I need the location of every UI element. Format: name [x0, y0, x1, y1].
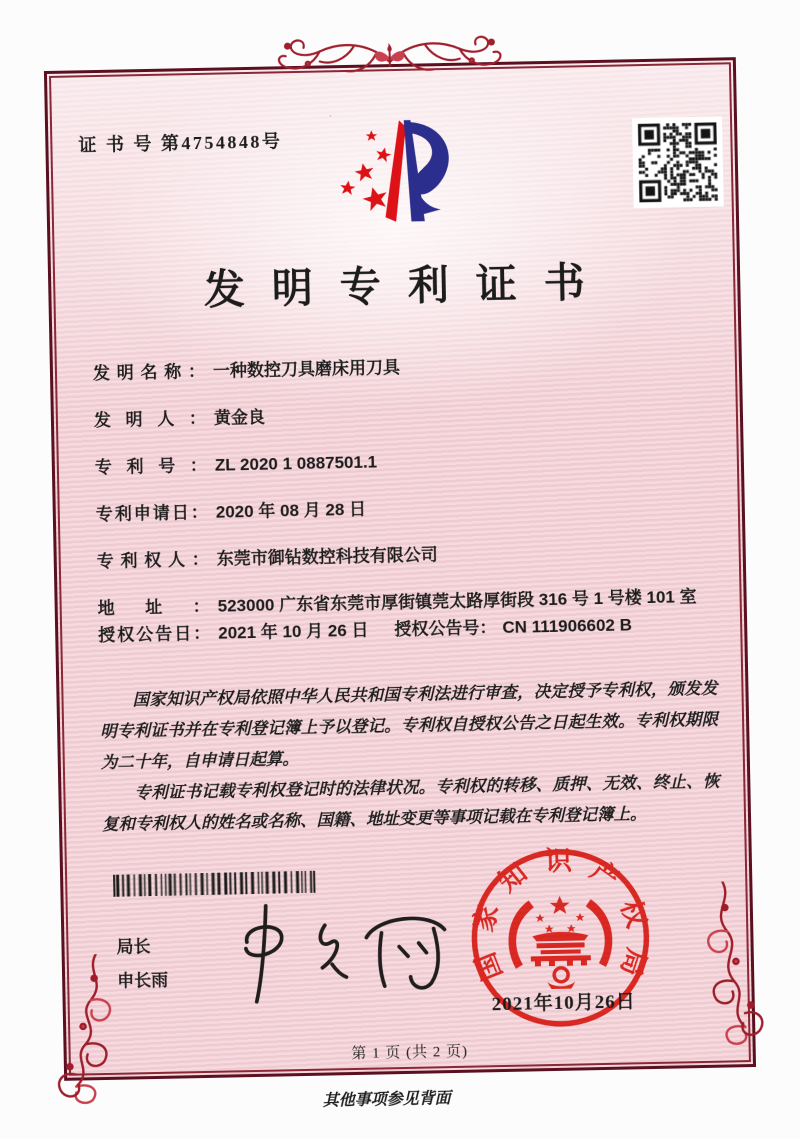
field-patentee: [97, 539, 713, 573]
legal-paragraph-1: 国家知识产权局依照中华人民共和国专利法进行审查，决定授予专利权，颁发发明专利证书并在专利登记簿上予以登记。专利权自授权公告之日起生效。专利权期限为二十年，自申请日起算。: [99, 678, 719, 773]
field-inventor: [94, 398, 710, 432]
bottom-left-ornament-icon: [24, 954, 127, 1106]
page-number: 第 1 页 (共 2 页): [351, 1043, 469, 1063]
field-label: 发明人：: [93, 408, 207, 431]
qr-code: [632, 116, 724, 208]
field-value: 523000 广东省东莞市厚街镇莞太路厚街段 316 号 1 号楼 101 室: [217, 587, 697, 616]
field-value: ZL 2020 1 0887501.1: [214, 452, 378, 475]
bottom-right-ornament-icon: [694, 880, 797, 1047]
shen-changyu-signature: [216, 896, 468, 1011]
field-label: 发明名称：: [92, 361, 206, 384]
field-patent-number: [95, 445, 711, 479]
certificate-number: 证 书 号 第4754848号: [78, 131, 283, 156]
field-label: 授权公告号：: [394, 618, 497, 640]
field-value: 2021 年 10 月 26 日: [218, 620, 369, 643]
issue-date: 2021年10月26日: [491, 991, 636, 1016]
cnipa-logo-icon: [330, 112, 466, 233]
legal-paragraph-2: 专利证书记载专利权登记时的法律状况。专利权的转移、质押、无效、终止、恢复和专利权人的姓名或名称、国籍、地址变更等事项记载在专利登记簿上。: [101, 771, 720, 835]
officer-name: 申长雨: [117, 970, 169, 991]
field-value: 2020 年 08 月 28 日: [215, 499, 367, 522]
field-label: 专利权人：: [96, 549, 209, 572]
field-value: CN 111906602 B: [502, 615, 633, 637]
top-border-ornament-icon: [257, 29, 522, 86]
field-value: 东莞市御钻数控科技有限公司: [216, 545, 438, 569]
back-note: 其他事项参见背面: [322, 1090, 451, 1110]
field-label: 地址：: [97, 596, 210, 619]
certificate-frame: [44, 57, 756, 1081]
field-value: 黄金良: [213, 407, 266, 428]
field-value: 一种数控刀具磨床用刀具: [212, 357, 401, 381]
seal-org-text: 国家知识产权局: [468, 845, 653, 985]
officer-title: 局长: [116, 937, 151, 957]
certificate-title: 发明专利证书: [203, 258, 613, 313]
barcode: [113, 871, 318, 897]
legal-text: [99, 673, 720, 840]
china-national-emblem-icon: [508, 895, 614, 990]
fields-block: [93, 351, 715, 672]
field-label: 授权公告日：: [98, 623, 211, 646]
field-label: 专利申请日：: [95, 502, 208, 525]
field-filing-date: [96, 492, 712, 526]
svg-text:国家知识产权局: [466, 844, 653, 985]
field-label: 专利号：: [94, 455, 208, 478]
field-grant-number: [394, 614, 632, 641]
field-invention-name: [93, 351, 709, 385]
